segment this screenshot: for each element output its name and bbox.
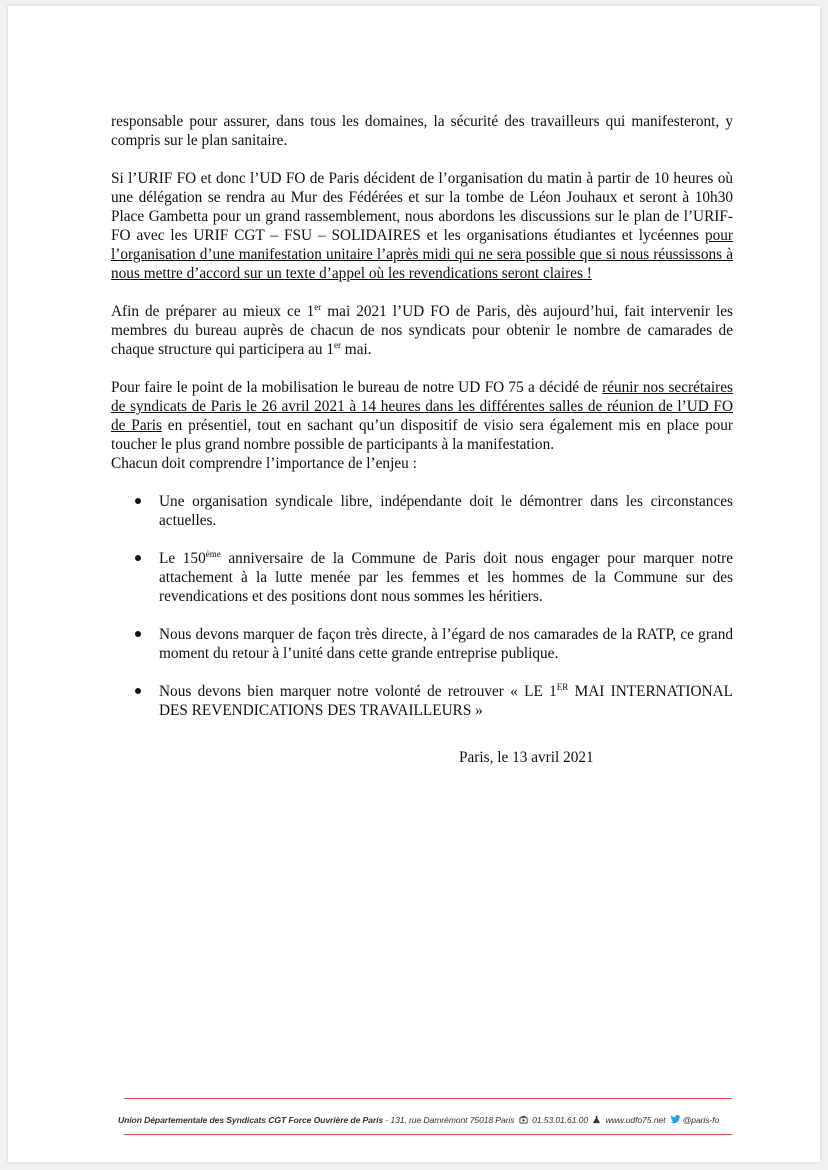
paragraph-2 [111, 169, 733, 283]
document-page [8, 6, 820, 1162]
bullet-icon [135, 555, 141, 561]
paragraph-2-underlined: pour l’organisation d’une manifestation unitaire l’après midi qui ne sera possible que si nous réussissons à nous mettre d’accord sur un texte d’appel où les revendications seront claires ! [111, 227, 733, 282]
twitter-icon[interactable] [670, 1115, 681, 1126]
footer-address-line [118, 1115, 758, 1126]
footer-twitter-handle[interactable]: @paris-fo [682, 1115, 720, 1125]
paragraph-4 [111, 378, 733, 454]
superscript-eme: ème [205, 549, 221, 559]
paragraph-3 [111, 302, 733, 359]
footer-rule-bottom [124, 1134, 732, 1135]
bullet-icon [135, 631, 141, 637]
bullet-icon [135, 688, 141, 694]
paragraph-2-text: Si l’URIF FO et donc l’UD FO de Paris décident de l’organisation du matin à partir de 10 heures où une délégation se rendra au Mur des Fédérées et sur la tombe de Léon Jouhaux et seront à 10h30 Place Gambetta pour un grand rassemblement, nous abordons les discussions sur le plan de l’URIF-FO avec les URIF CGT – FSU – SOLIDAIRES et les organisations étudiantes et lycéennes [111, 170, 733, 244]
list-item [111, 549, 733, 606]
paragraph-3-text-a: Afin de préparer au mieux ce 1 [111, 303, 315, 320]
letter-body [111, 112, 733, 767]
list-item-text: Nous devons marquer de façon très directe, à l’égard de nos camarades de la RATP, ce grand moment du retour à l’unité dans cette grande entreprise publique. [159, 626, 733, 662]
paragraph-1: responsable pour assurer, dans tous les domaines, la sécurité des travailleurs qui manifesteront, y compris sur le plan sanitaire. [111, 113, 733, 149]
list-item-text: Nous devons bien marquer notre volonté de retrouver « LE 1 [159, 683, 557, 700]
superscript-er: ER [556, 682, 569, 692]
superscript-er: er [333, 340, 341, 350]
bullet-icon [135, 498, 141, 504]
list-item [111, 625, 733, 663]
place-date-signature: Paris, le 13 avril 2021 [459, 749, 594, 766]
list-item [111, 682, 733, 720]
footer-rule-top [124, 1098, 732, 1099]
list-item-text: anniversaire de la Commune de Paris doit nous engager pour marquer notre attachement à la lutte menée par les femmes et les hommes de la Commune sur des revendications et des positions dont nous sommes les héritiers. [159, 550, 733, 605]
paragraph-4-text-b: en présentiel, tout en sachant qu’un dispositif de visio sera également mis en place pour toucher le plus grand nombre possible de participants à la manifestation. [111, 417, 733, 453]
website-icon [592, 1115, 601, 1126]
footer-address: - 131, rue Damrémont 75018 Paris [383, 1115, 517, 1125]
paragraph-5: Chacun doit comprendre l’importance de l’enjeu : [111, 455, 417, 472]
paragraph-3-text-c: mai. [340, 341, 372, 358]
paragraph-4-underlined: réunir nos secrétaires de syndicats de Paris le 26 avril 2021 à 14 heures dans les différentes salles de réunion de l’UD FO de Paris [111, 379, 733, 434]
footer-phone: 01.53.01.61.00 [529, 1115, 591, 1125]
phone-icon [519, 1115, 528, 1126]
list-item-text: MAI INTERNATIONAL DES REVENDICATIONS DES TRAVAILLEURS » [159, 683, 734, 719]
stakes-list [111, 492, 733, 720]
superscript-er: er [314, 302, 322, 312]
paragraph-4-text-a: Pour faire le point de la mobilisation le bureau de notre UD FO 75 a décidé de [111, 379, 603, 396]
paragraph-3-text-b: mai 2021 l’UD FO de Paris, dès aujourd’hui, fait intervenir les membres du bureau auprès de chacun de nos syndicats pour obtenir le nombre de camarades de chaque structure qui participera au 1 [111, 303, 733, 358]
list-item-text: Une organisation syndicale libre, indépendante doit le démontrer dans les circonstances actuelles. [159, 493, 733, 529]
list-item [111, 492, 733, 530]
list-item-text: Le 150 [159, 550, 206, 567]
footer-website[interactable]: www.udfo75.net [603, 1115, 668, 1125]
footer-org-name: Union Départementale des Syndicats CGT Force Ouvrière de Paris [118, 1115, 384, 1125]
